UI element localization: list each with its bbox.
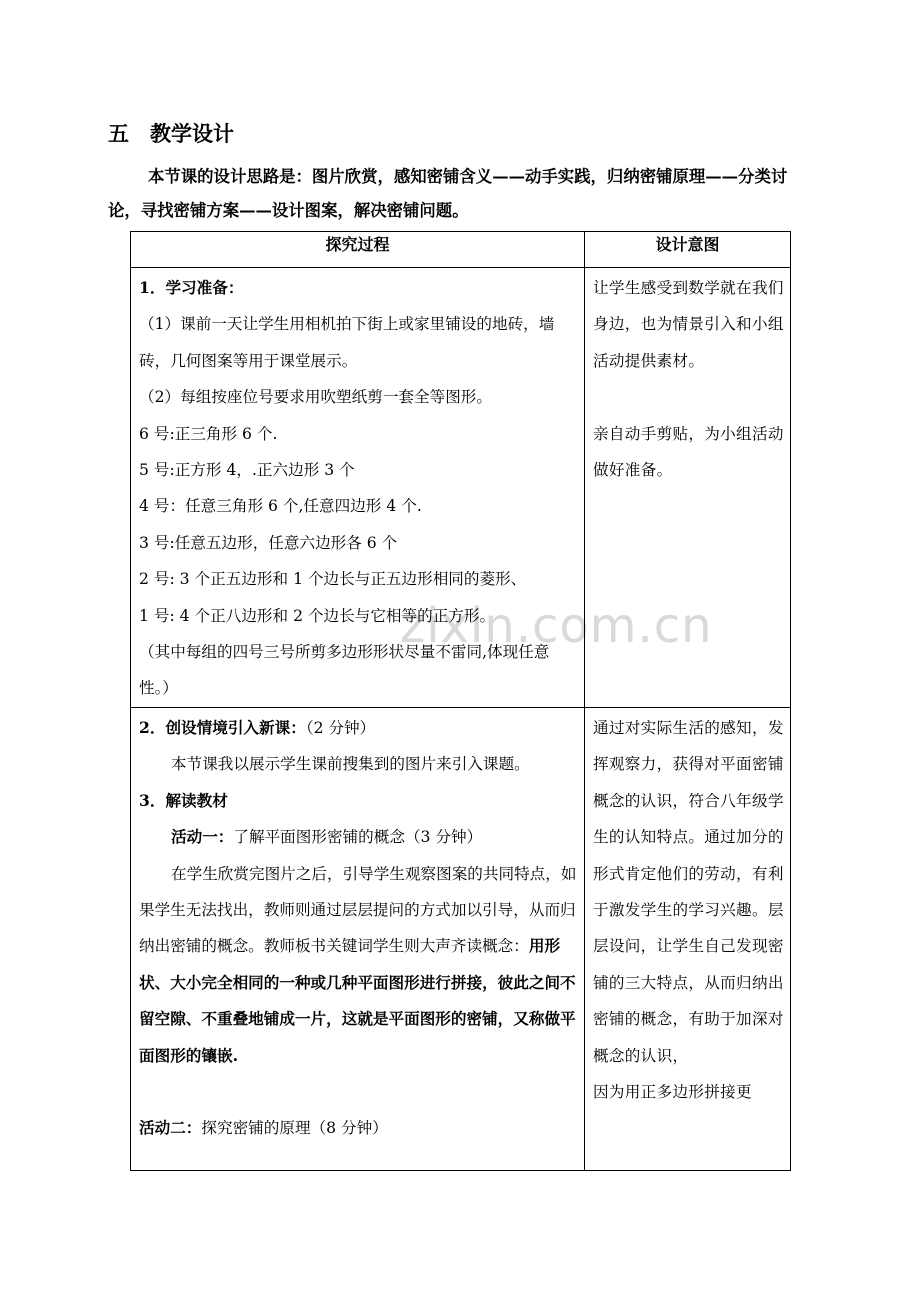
activity-2-label: 活动二： xyxy=(139,1118,202,1138)
design-table xyxy=(130,231,791,1171)
step-2-text xyxy=(139,746,578,782)
intent-4: 因为用正多边形拼接更 xyxy=(593,1082,752,1101)
prep-item-2: （2）每组按座位号要求用吹塑纸剪一套全等图形。 xyxy=(139,388,492,407)
activity-1-text: 在学生欣赏完图片之后，引导学生观察图案的共同特点，如果学生无法找出，教师则通过层层提问的方式加以引导，从而归纳出密铺的概念。教师板书关键词学生则大声齐读概念： xyxy=(139,864,577,956)
activity-spacer xyxy=(139,1074,578,1110)
step-2-label: 2．创设情境引入新课： xyxy=(139,717,306,737)
activity-2-topic: 探究密铺的原理（8 分钟） xyxy=(201,1119,388,1138)
activity-1-body xyxy=(139,856,578,1074)
row1-process-cell xyxy=(131,268,585,708)
activity-1-title xyxy=(139,819,578,855)
header-process: 探究过程 xyxy=(131,232,585,268)
activity-2-title xyxy=(139,1110,578,1146)
activity-1-label: 活动一： xyxy=(171,827,234,847)
intro-text: 本节课的设计思路是：图片欣赏，感知密铺含义——动手实践，归纳密铺原理——分类讨论，寻找密铺方案——设计图案，解决密铺问题。 xyxy=(108,167,788,220)
step-2-time: （2 分钟） xyxy=(305,718,376,737)
intent-1: 让学生感受到数学就在我们身边，也为情景引入和小组活动提供素材。 xyxy=(593,279,784,370)
step-2-body: 本节课我以展示学生课前搜集到的图片来引入课题。 xyxy=(171,755,530,774)
group-3: 3 号:任意五边形，任意六边形各 6 个 xyxy=(139,533,398,552)
group-4: 4 号：任意三角形 6 个,任意四边形 4 个. xyxy=(139,497,422,516)
section-heading: 五 教学设计 xyxy=(108,122,234,146)
group-2: 2 号: 3 个正五边形和 1 个边长与正五边形相同的菱形、 xyxy=(139,570,527,589)
design-intro xyxy=(108,160,814,228)
header-intent: 设计意图 xyxy=(585,232,791,268)
intent-spacer xyxy=(593,379,788,415)
table-row xyxy=(131,268,791,708)
step-3-title: 3．解读教材 xyxy=(139,790,228,810)
row2-process-cell xyxy=(131,707,585,1170)
watermark: zixin.com.cn xyxy=(400,598,713,654)
activity-1-topic: 了解平面图形密铺的概念（3 分钟） xyxy=(233,828,483,847)
tiling-definition: 用形状、大小完全相同的一种或几种平面图形进行拼接，彼此之间不留空隙、不重叠地铺成一片，这就是平面图形的密铺，又称做平面图形的镶嵌. xyxy=(139,936,576,1065)
prep-title: 1．学习准备： xyxy=(139,278,244,297)
row2-intent-cell xyxy=(585,707,791,1170)
table-row xyxy=(131,707,791,1170)
table-header-row xyxy=(131,232,791,268)
intent-2: 亲自动手剪贴，为小组活动做好准备。 xyxy=(593,424,784,480)
prep-item-1: （1）课前一天让学生用相机拍下街上或家里铺设的地砖，墙砖，几何图案等用于课堂展示。 xyxy=(139,315,555,370)
group-6: 6 号:正三角形 6 个. xyxy=(139,424,278,443)
row1-intent-cell xyxy=(585,268,791,708)
step-2-title xyxy=(139,710,578,746)
group-1: 1 号: 4 个正八边形和 2 个边长与它相等的正方形。 xyxy=(139,606,496,625)
intent-3: 通过对实际生活的感知，发挥观察力，获得对平面密铺概念的认识，符合八年级学生的认知特点。通过加分的形式肯定他们的劳动，有利于激发学生的学习兴趣。层层设问，让学生自己发现密铺的三大特点，从而归纳出密铺的概念，有助于加深对概念的认识， xyxy=(593,718,784,1065)
group-5: 5 号:正方形 4，.正六边形 3 个 xyxy=(139,461,355,480)
prep-note: （其中每组的四号三号所剪多边形形状尽量不雷同,体现任意性。） xyxy=(139,643,550,698)
